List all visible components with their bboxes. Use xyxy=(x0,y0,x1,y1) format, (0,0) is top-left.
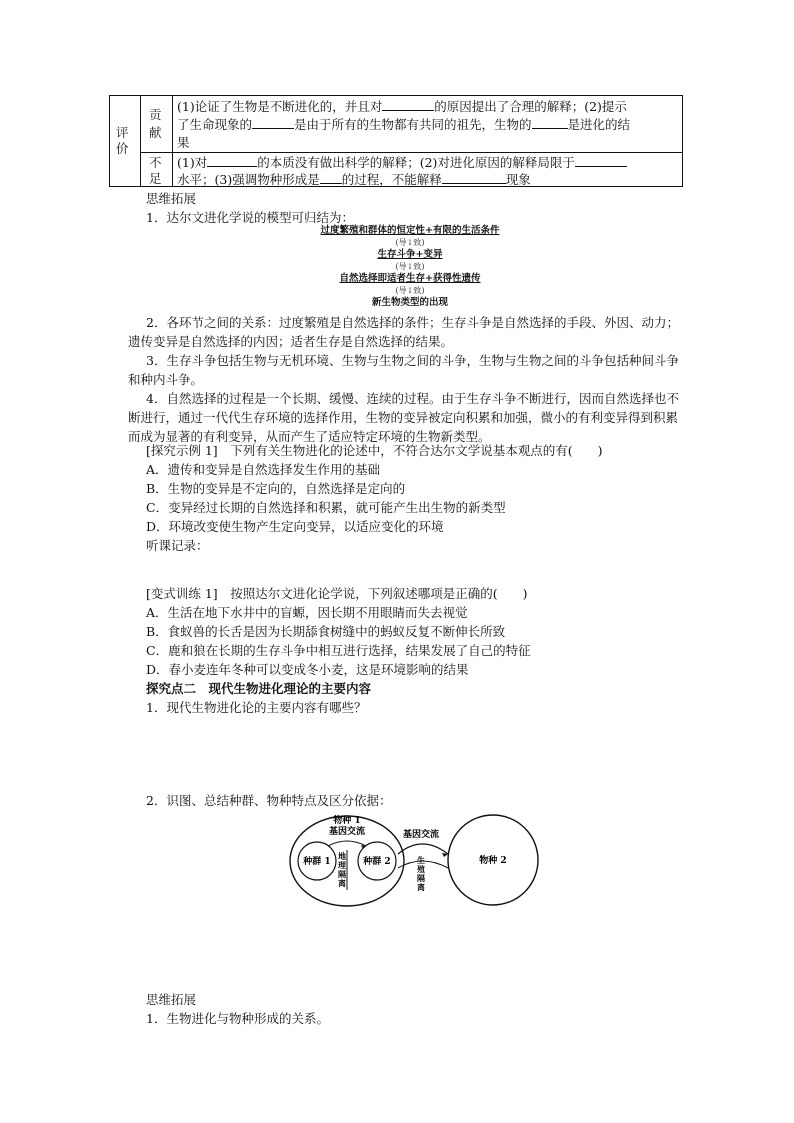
label-shortcoming-2: 足 xyxy=(149,171,162,186)
outer-gene-flow-arrow xyxy=(398,844,448,854)
repro-isolation-char: 生 xyxy=(417,855,425,865)
evaluation-table xyxy=(109,95,683,187)
species-1-label: 物种 1 xyxy=(333,816,361,826)
example-1-option-b[interactable]: B．生物的变异是不定向的，自然选择是定向的 xyxy=(146,481,406,496)
contribution-line-1 xyxy=(177,98,627,115)
answer-blank[interactable] xyxy=(442,171,506,184)
table-divider xyxy=(140,152,682,153)
inner-gene-flow-label: 基因交流 xyxy=(328,827,366,837)
text-segment: (1)论证了生物是不断进化的，并且对 xyxy=(177,99,383,114)
example-question: 下列有关生物进化的论述中，不符合达尔文学说基本观点的有( ) xyxy=(230,443,603,458)
geo-isolation-char: 地 xyxy=(338,851,346,861)
example-1-option-a[interactable]: A．遗传和变异是自然选择发生作用的基础 xyxy=(146,462,381,477)
answer-blank[interactable] xyxy=(320,171,342,184)
example-1-option-c[interactable]: C．变异经过长期的自然选择和积累，就可能产生出生物的新类型 xyxy=(146,500,506,515)
species-population-figure xyxy=(280,810,580,910)
variant-1-option-b[interactable]: B．食蚁兽的长舌是因为长期舔食树缝中的蚂蚁反复不断伸长所致 xyxy=(146,624,506,639)
text-segment: 水平；(3)强调物种形成是 xyxy=(177,172,320,187)
model-arrow-2: (导↓致) xyxy=(395,262,425,271)
answer-blank[interactable] xyxy=(532,116,568,129)
answer-blank[interactable] xyxy=(207,154,257,167)
variant-1-stem xyxy=(146,586,527,602)
text-segment: (1)对 xyxy=(177,155,208,170)
model-arrow-1: (导↓致) xyxy=(395,238,425,247)
text-segment: 的过程，不能解释 xyxy=(341,172,442,187)
darwin-model-diagram xyxy=(300,226,520,310)
geo-isolation-char: 理 xyxy=(338,860,346,870)
section-heading-thinking-2: 思维拓展 xyxy=(146,992,197,1007)
shortcoming-line-2 xyxy=(177,171,531,188)
population-2-label: 种群 2 xyxy=(363,857,391,867)
question-1: 1．现代生物进化论的主要内容有哪些？ xyxy=(146,700,367,715)
outer-gene-flow-label: 基因交流 xyxy=(402,830,440,840)
text-segment: 的原因提出了合理的解释；(2)提示 xyxy=(434,99,627,114)
contribution-line-3: 果 xyxy=(177,135,190,150)
population-1-label: 种群 1 xyxy=(303,857,331,867)
answer-blank[interactable] xyxy=(575,154,627,167)
example-1-option-d[interactable]: D．环境改变使生物产生定向变异，以适应变化的环境 xyxy=(146,519,444,534)
label-shortcoming-1: 不 xyxy=(149,155,162,170)
repro-isolation-char: 殖 xyxy=(417,864,425,874)
model-step-3: 自然选择即适者生存+获得性遗传 xyxy=(339,273,481,284)
geo-isolation-char: 隔 xyxy=(338,869,346,879)
answer-blank[interactable] xyxy=(252,116,294,129)
label-contribution-2: 献 xyxy=(149,125,162,140)
example-1-stem xyxy=(146,443,602,459)
example-tag: [探究示例 1] xyxy=(146,443,218,458)
text-segment: 了生命现象的 xyxy=(177,117,253,132)
paragraph-point-3: 3．生存斗争包括生物与无机环境、生物与生物之间的斗争，生物与生物之间的斗争包括种间斗争和种内斗争。 xyxy=(128,353,679,387)
contribution-line-2 xyxy=(177,116,630,133)
final-point: 1．生物进化与物种形成的关系。 xyxy=(146,1011,329,1026)
lecture-notes-label: 听课记录： xyxy=(146,538,209,553)
model-step-2: 生存斗争+变异 xyxy=(377,249,443,260)
variant-1-option-a[interactable]: A．生活在地下水井中的盲螈，因长期不用眼睛而失去视觉 xyxy=(146,605,468,620)
paragraph-point-4: 4．自然选择的过程是一个长期、缓慢、连续的过程。由于生存斗争不断进行，因而自然选择也不断进行，通过一代代生存环境的选择作用，生物的变异被定向积累和加强，微小的有利变异得到积累而成为显著的有利变异，从而产生了适应特定环境的生物新类型。 xyxy=(128,391,679,444)
paragraph-point-2: 2．各环节之间的关系：过度繁殖是自然选择的条件；生存斗争是自然选择的手段、外因、动力；遗传变异是自然选择的内因；适者生存是自然选择的结果。 xyxy=(128,315,679,349)
text-segment: 是进化的结 xyxy=(567,117,631,132)
geo-isolation-char: 离 xyxy=(338,878,346,888)
model-arrow-3: (导↓致) xyxy=(395,286,425,295)
table-divider xyxy=(172,96,173,186)
table-divider xyxy=(140,96,141,186)
inner-gene-flow-arrow xyxy=(328,841,366,846)
variant-1-option-d[interactable]: D．春小麦连年冬种可以变成冬小麦，这是环境影响的结果 xyxy=(146,662,469,677)
section-2-heading: 探究点二 现代生物进化理论的主要内容 xyxy=(146,681,372,696)
model-step-1: 过度繁殖和群体的恒定性+有限的生活条件 xyxy=(320,225,500,236)
variant-tag: [变式训练 1] xyxy=(146,586,218,601)
repro-isolation-char: 离 xyxy=(417,882,425,892)
variant-1-option-c[interactable]: C．鹿和狼在长期的生存斗争中相互进行选择，结果发展了自己的特征 xyxy=(146,643,531,658)
variant-question: 按照达尔文进化论学说，下列叙述哪项是正确的( ) xyxy=(230,586,528,601)
question-2: 2．识图、总结种群、物种特点及区分依据： xyxy=(146,793,392,808)
text-segment: 现象 xyxy=(505,172,531,187)
label-contribution-1: 贡 xyxy=(149,107,162,122)
text-segment: 的本质没有做出科学的解释；(2)对进化原因的解释局限于 xyxy=(257,155,575,170)
answer-blank[interactable] xyxy=(382,98,434,111)
text-segment: 是由于所有的生物都有共同的祖先，生物的 xyxy=(294,117,532,132)
species-2-label: 物种 2 xyxy=(479,856,507,866)
shortcoming-line-1 xyxy=(177,154,627,171)
model-intro: 1．达尔文进化学说的模型可归结为： xyxy=(146,210,354,225)
section-heading-thinking: 思维拓展 xyxy=(146,191,197,206)
repro-isolation-char: 隔 xyxy=(417,873,425,883)
row-header-evaluation: 评价 xyxy=(116,125,129,156)
model-step-4: 新生物类型的出现 xyxy=(371,297,448,308)
